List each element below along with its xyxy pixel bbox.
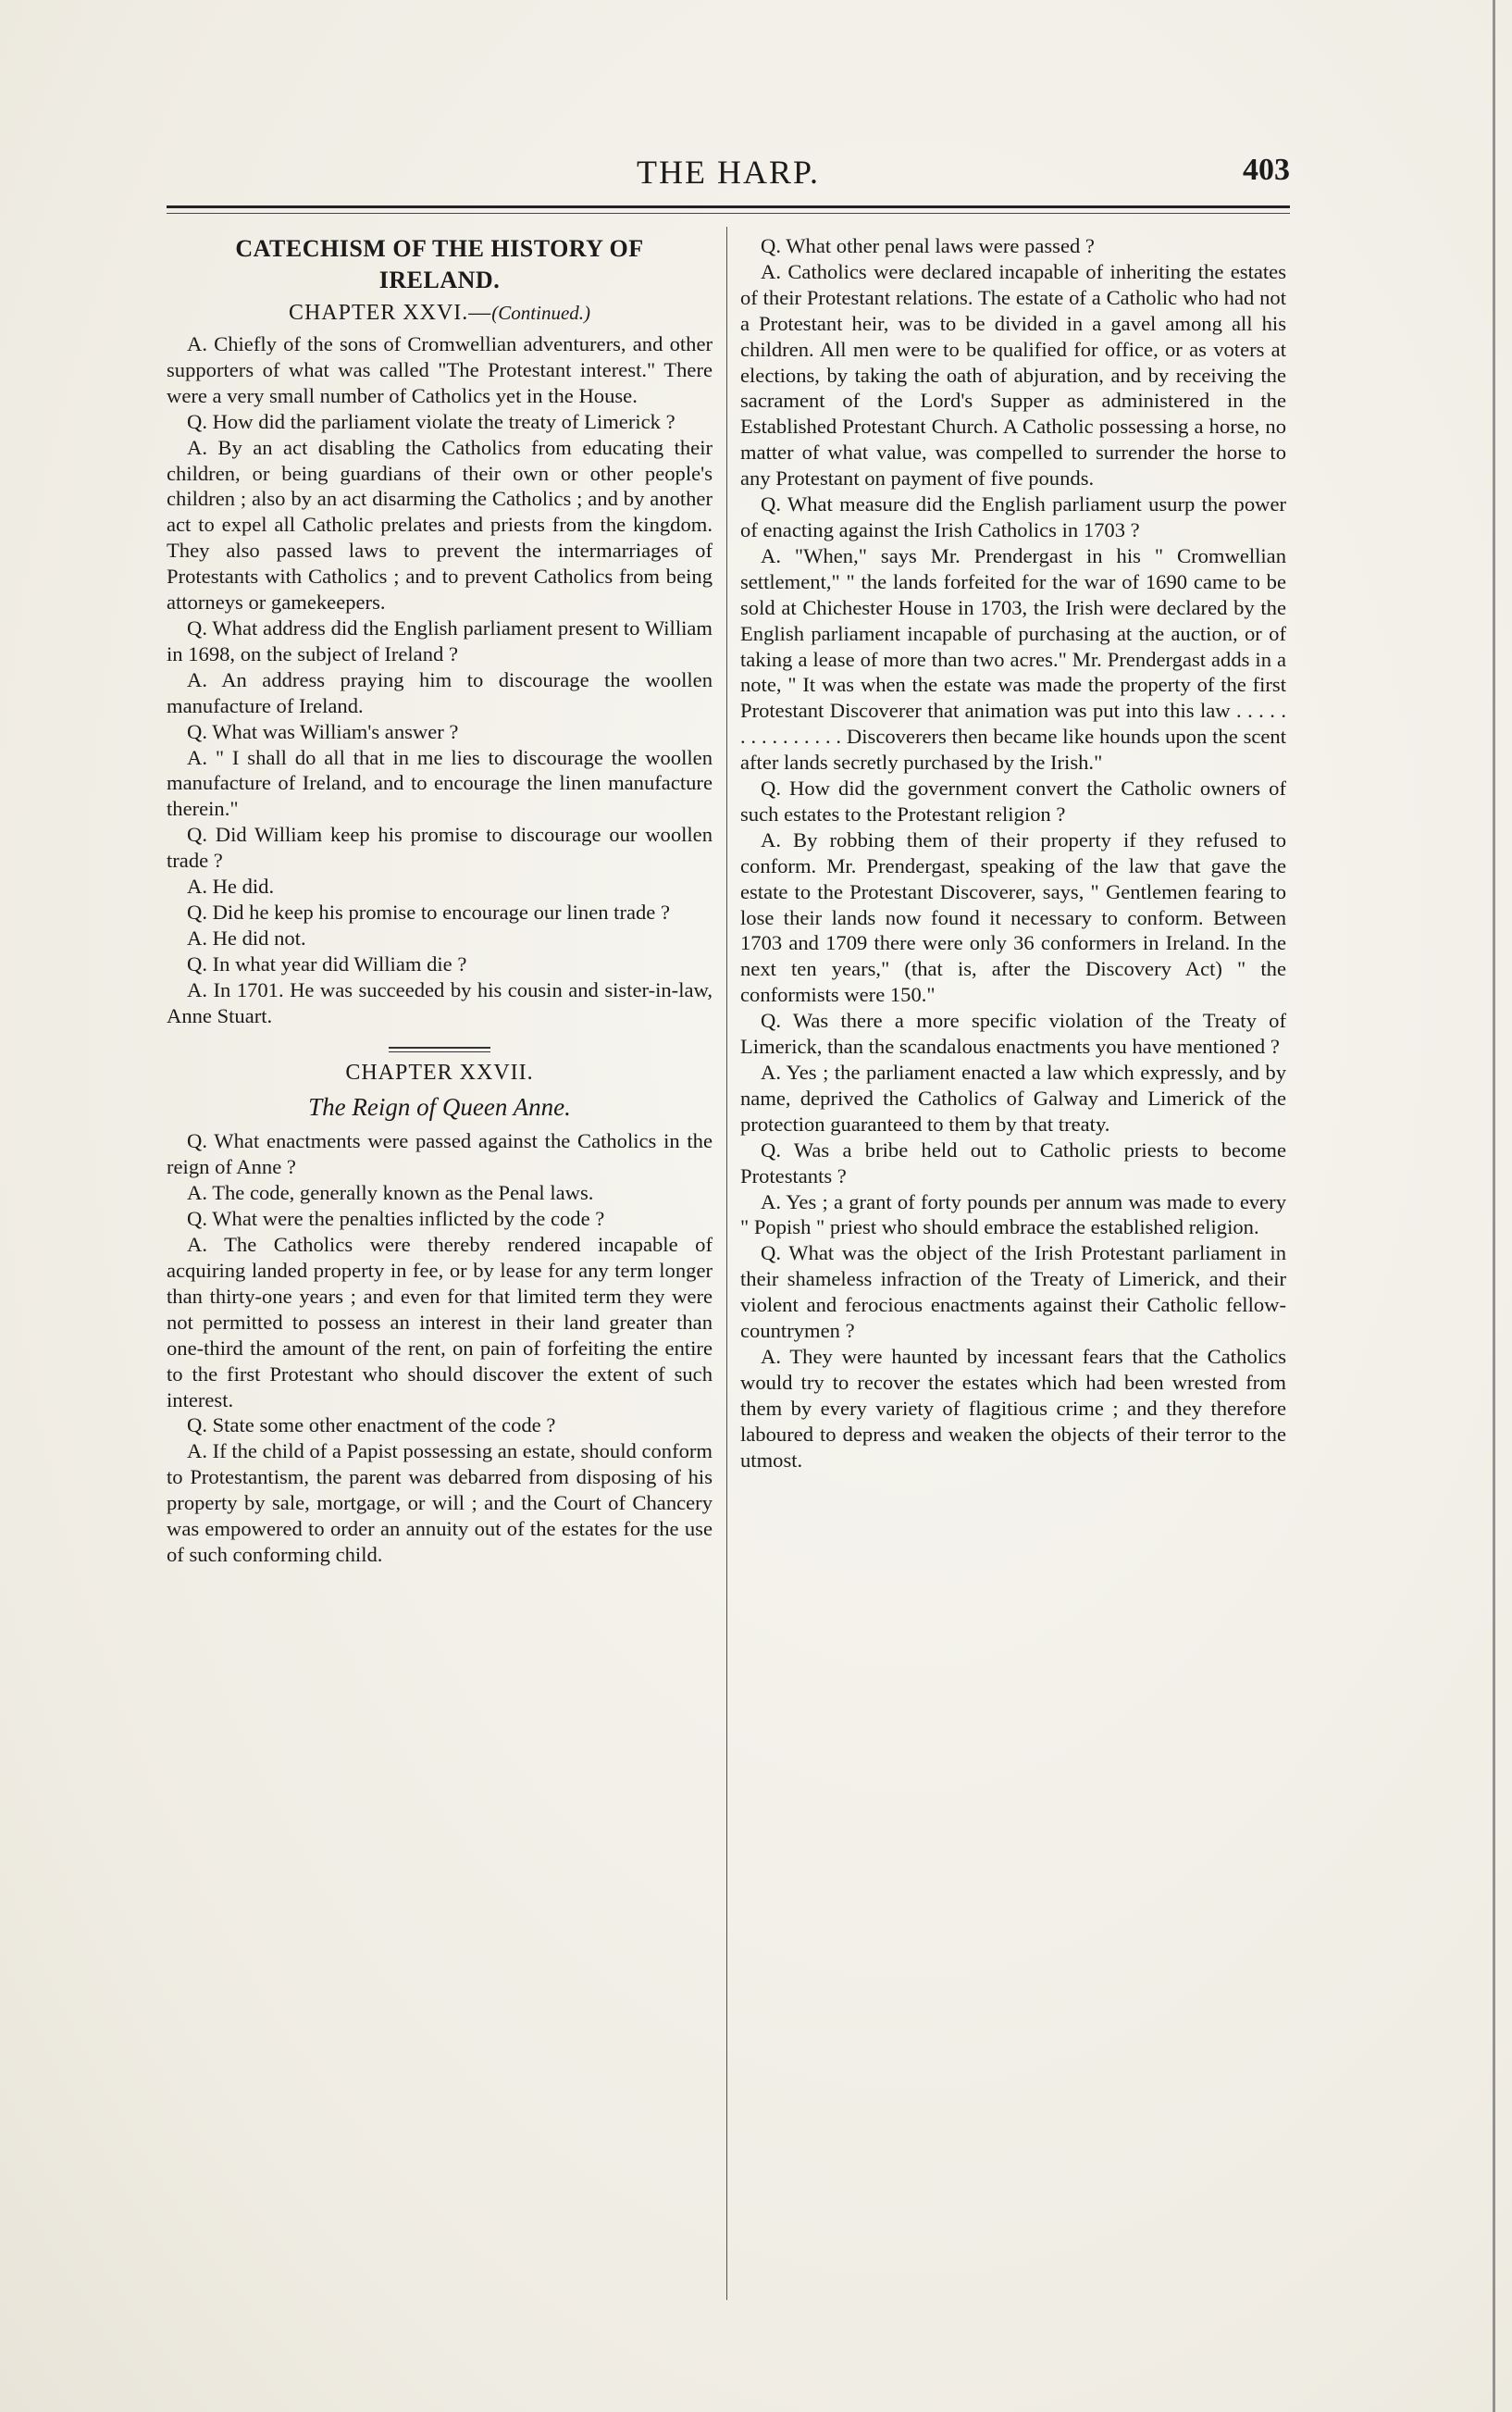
paragraph: Q. What enactments were passed against the Catholics in the reign of Anne ?	[167, 1129, 713, 1179]
paragraph: A. If the child of a Papist possessing an estate, should conform to Protestantism, the parent was debarred from disposing of his property by sale, mortgage, or will ; and the Court of Chancery was empowered to order an annuity out of the estates for the use of such conforming child.	[167, 1439, 713, 1566]
paragraph: A. They were haunted by incessant fears that the Catholics would try to recover the estates which had been wrested from them by every variety of flagitious crime ; and they therefore laboured to depress and weaken the objects of their terror to the utmost.	[740, 1344, 1286, 1472]
paragraph: Q. What address did the English parliament present to William in 1698, on the subject of Ireland ?	[167, 615, 713, 665]
paragraph: Q. Was a bribe held out to Catholic priests to become Protestants ?	[740, 1138, 1286, 1187]
chapter-27-heading: CHAPTER XXVII.	[345, 1061, 534, 1086]
paragraph: Q. Did William keep his promise to discourage our woollen trade ?	[167, 823, 713, 873]
paragraph: Q. What were the penalties inflicted by the code ?	[187, 1207, 605, 1231]
paragraph: Q. In what year did William die ?	[187, 951, 467, 976]
right-column	[740, 233, 1286, 1473]
paragraph: Q. What was the object of the Irish Protestant parliament in their shameless infraction of the Treaty of Limerick, and their violent and ferocious enactments against their Catholic fellow-countrymen ?	[740, 1241, 1286, 1343]
paragraph: A. Yes ; the parliament enacted a law which expressly, and by name, deprived the Catholics of Galway and Limerick of the protection guaranteed to them by that treaty.	[740, 1061, 1286, 1136]
paragraph: Q. Did he keep his promise to encourage our linen trade ?	[187, 900, 670, 924]
section-ornament-rule	[389, 1041, 490, 1054]
chapter-26-continued: (Continued.)	[491, 302, 591, 324]
paragraph: A. In 1701. He was succeeded by his cousin and sister-in-law, Anne Stuart.	[167, 977, 713, 1027]
page-number: 403	[1243, 153, 1290, 187]
paragraph: A. By an act disabling the Catholics from educating their children, or being guardians of their own or other people's children ; also by an act disarming the Catholics ; and by another act to expel all Catholic prelates and priests from the kingdom. They also passed laws to prevent the intermarriages of Protestants with Catholics ; and to prevent Catholics from being attorneys or gamekeepers.	[167, 435, 713, 615]
paragraph: A. The Catholics were thereby rendered incapable of acquiring landed property in fee, or by lease for any term longer than thirty-one years ; and even for that limited term they were not permitted to possess an interest in their land greater than one-third the amount of the rent, on pain of forfeiting the entire to the first Protestant who should discover the extent of such interest.	[167, 1233, 713, 1411]
paragraph: Q. How did the parliament violate the treaty of Limerick ?	[187, 409, 675, 433]
paragraph: A. Chiefly of the sons of Cromwellian adventurers, and other supporters of what was called "The Protestant interest." There were a very small number of Catholics yet in the House.	[167, 332, 713, 407]
paragraph: A. An address praying him to discourage the woollen manufacture of Ireland.	[167, 667, 713, 717]
column-divider	[726, 227, 727, 2300]
paragraph: A. By robbing them of their property if they refused to conform. Mr. Prendergast, speaking of the law that gave the estate to the Protestant Discoverer, says, " Gentlemen fearing to lose their lands now found it necessary to conform. Between 1703 and 1709 there were only 36 conformers in Ireland. In the next ten years," (that is, after the Discovery Act) " the conformists were 150."	[740, 827, 1286, 1007]
paragraph: A. Catholics were declared incapable of inheriting the estates of their Protestant relations. The estate of a Catholic who had not a Protestant heir, was to be divided in a gavel among all his children. All men were to be qualified for office, or as voters at elections, by taking the oath of abjuration, and by receiving the sacrament of the Lord's Supper as administered in the Established Protestant Church. A Catholic possessing a horse, no matter of what value, was compelled to surrender the horse to any Protestant on payment of five pounds.	[740, 259, 1286, 491]
paragraph: Q. Was there a more specific violation of the Treaty of Limerick, than the scandalous enactments you have mentioned ?	[740, 1009, 1286, 1059]
left-column	[167, 233, 713, 1568]
paragraph: A. Yes ; a grant of forty pounds per annum was made to every " Popish " priest who should embrace the established religion.	[740, 1189, 1286, 1239]
paragraph: Q. How did the government convert the Catholic owners of such estates to the Protestant religion ?	[740, 777, 1286, 826]
paragraph: Q. What other penal laws were passed ?	[761, 234, 1095, 257]
article-title-line-2: IRELAND.	[378, 267, 501, 293]
page-edge-line	[1493, 0, 1495, 2412]
paragraph: A. He did not.	[187, 926, 306, 950]
chapter-27-subtitle: The Reign of Queen Anne.	[308, 1093, 571, 1122]
paragraph: A. The code, generally known as the Penal laws.	[187, 1181, 594, 1205]
paragraph: Q. State some other enactment of the code ?	[187, 1413, 556, 1437]
paragraph: Q. What was William's answer ?	[187, 719, 459, 743]
header-rule-thin	[167, 213, 1290, 214]
running-title: THE HARP.	[636, 154, 821, 191]
chapter-26-body	[167, 331, 713, 1028]
header-rule-thick	[167, 205, 1290, 208]
paragraph: Q. What measure did the English parliament usurp the power of enacting against the Irish Catholics in 1703 ?	[740, 492, 1286, 541]
page-header	[167, 153, 1290, 208]
article-title	[167, 233, 713, 296]
article-title-line-1: CATECHISM OF THE HISTORY OF	[235, 235, 644, 262]
chapter-27-body-left	[167, 1128, 713, 1567]
paragraph: A. He did.	[187, 875, 275, 899]
paragraph: A. " I shall do all that in me lies to discourage the woollen manufacture of Ireland, and to encourage the linen manufacture therein."	[167, 745, 713, 821]
chapter-26-heading	[167, 298, 713, 328]
paragraph: A. "When," says Mr. Prendergast in his " Cromwellian settlement," " the lands forfeited for the war of 1690 came to be sold at Chichester House in 1703, the Irish were declared by the English parliament incapable of purchasing at the auction, or of taking a lease of more than two acres." Mr. Prendergast adds in a note, " It was when the estate was made the property of the first Protestant Discoverer that animation was put into this law . . . . . . . . . . . . . . . Discoverers then became like hounds upon the scent after lands secretly purchased by the Irish."	[740, 543, 1286, 775]
chapter-26-number: CHAPTER XXVI.—	[288, 301, 492, 325]
